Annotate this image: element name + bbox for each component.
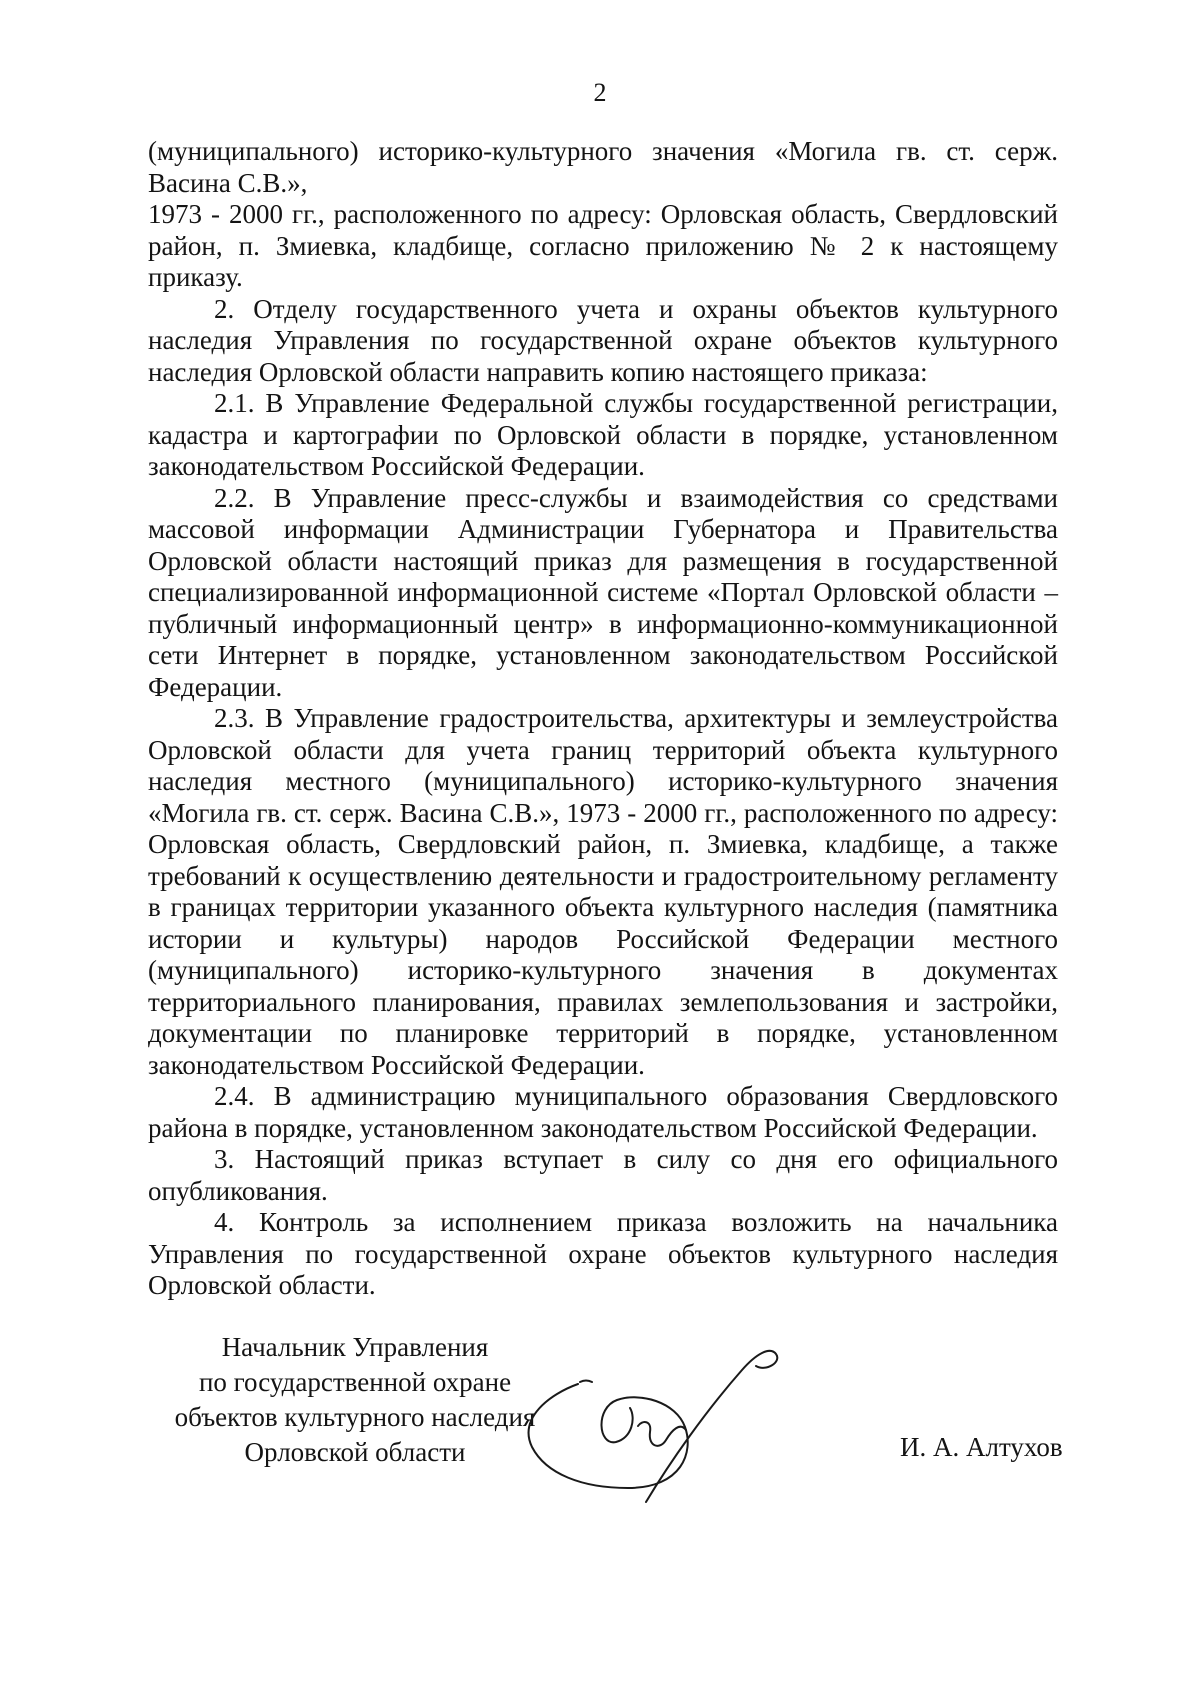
signatory-title-line: Орловской области (244, 1437, 466, 1467)
paragraph-item-2: 2. Отделу государственного учета и охраны объектов культурного наследия Управления по государственной охране объектов культурного наследия Орловской области направить копию настоящего приказа: (148, 293, 1058, 387)
signatory-title-line: объектов культурного наследия (174, 1402, 536, 1432)
signatory-name: И. А. Алтухов (900, 1432, 1063, 1462)
paragraph-item-2-4: 2.4. В администрацию муниципального образования Свердловского района в порядке, установленном законодательством Российской Федерации. (148, 1081, 1058, 1143)
paragraph-address: 1973 - 2000 гг., расположенного по адресу: Орловская область, Свердловский район, п. Змиевка, кладбище, согласно приложению № 2 к настоящему приказу. (148, 199, 1058, 292)
signature-block (0, 1330, 1200, 1530)
paragraph-item-2-1: 2.1. В Управление Федеральной службы государственной регистрации, кадастра и картографии по Орловской области в порядке, установленном законодательством Российской Федерации. (148, 388, 1058, 481)
page-number: 2 (593, 78, 607, 107)
signatory-title (160, 1330, 550, 1470)
handwritten-signature (520, 1322, 820, 1512)
paragraph-item-2-3: 2.3. В Управление градостроительства, архитектуры и землеустройства Орловской области для учета границ территорий объекта культурного наследия местного (муниципального) историко-культурного значения «Могила гв. ст. серж. Васина С.В.», 1973 - 2000 гг., расположенного по адресу: Орловская область, Свердловский район, п. Змиевка, кладбище, а также требований к осуществлению деятельности и градостроительному регламенту в границах территории указанного объекта культурного наследия (памятника истории и культуры) народов Российской Федерации местного (муниципального) историко-культурного значения в документах территориального планирования, правилах землепользования и застройки, документации по планировке территорий в порядке, установленном законодательством Российской Федерации. (148, 703, 1058, 1080)
signatory-title-line: по государственной охране (198, 1367, 512, 1397)
signatory-title-line: Начальник Управления (221, 1332, 489, 1362)
document-body (148, 136, 1058, 1302)
paragraph-item-4: 4. Контроль за исполнением приказа возложить на начальника Управления по государственной охране объектов культурного наследия Орловской области. (148, 1207, 1058, 1300)
paragraph-item-2-2: 2.2. В Управление пресс-службы и взаимодействия со средствами массовой информации Администрации Губернатора и Правительства Орловской области настоящий приказ для размещения в государственной специализированной информационной системе «Портал Орловской области – публичный информационный центр» в информационно-коммуникационной сети Интернет в порядке, установленном законодательством Российской Федерации. (148, 482, 1058, 702)
paragraph-item-3: 3. Настоящий приказ вступает в силу со дня его официального опубликования. (148, 1144, 1058, 1206)
paragraph-continuation: (муниципального) историко-культурного значения «Могила гв. ст. серж. Васина С.В.», (148, 136, 1058, 198)
